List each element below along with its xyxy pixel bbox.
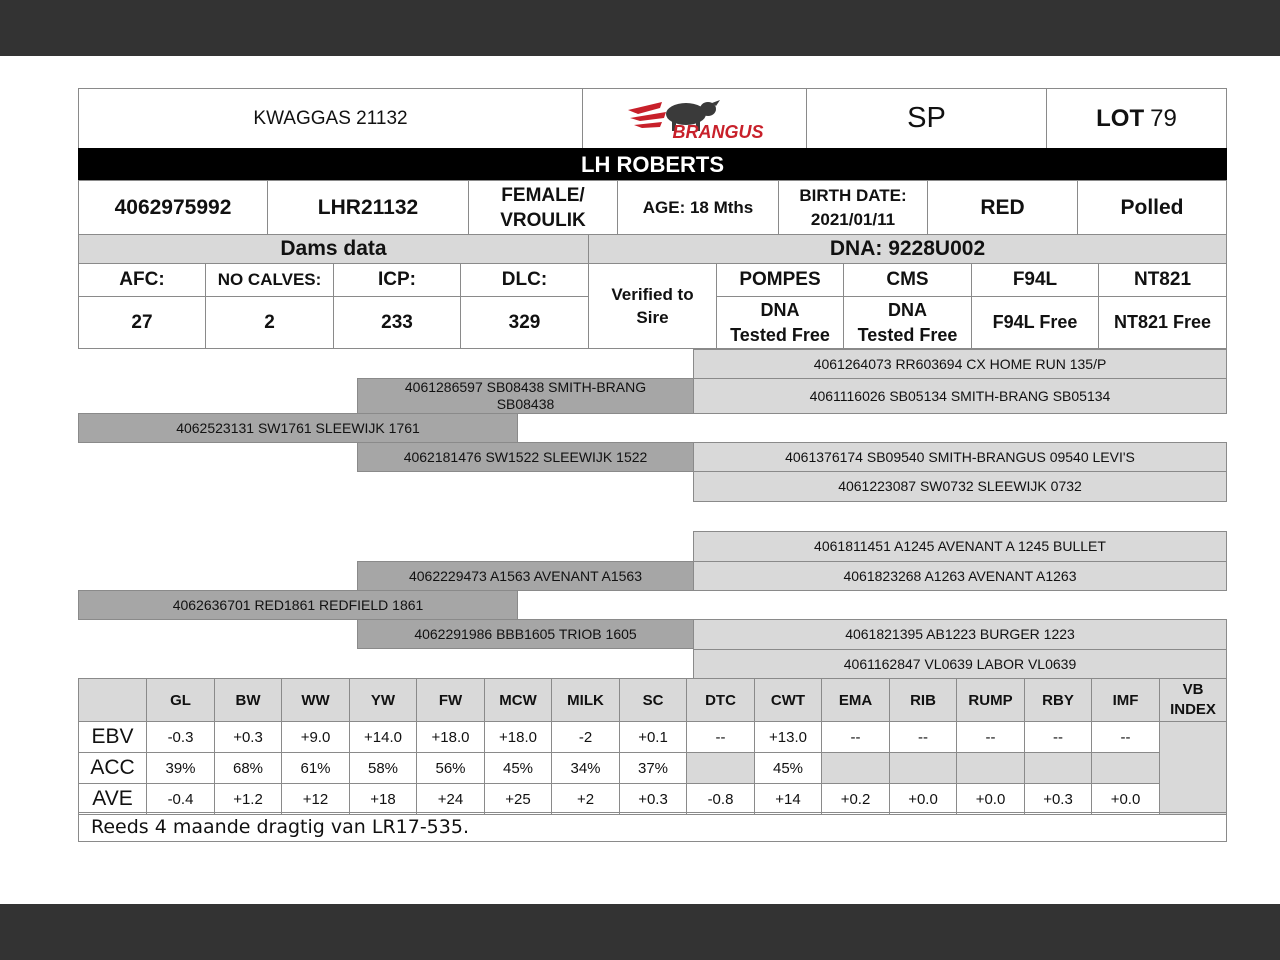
- ebv-cell: +0.0: [889, 783, 957, 815]
- ebv-col-bw: BW: [214, 678, 282, 722]
- lot-label: LOT: [1096, 104, 1145, 132]
- ebv-cell: +14: [754, 783, 822, 815]
- vb-index-header: [1159, 678, 1227, 722]
- ebv-cell: +0.0: [1091, 783, 1160, 815]
- ebv-cell: [686, 752, 755, 784]
- cms-result-line2: Tested Free: [857, 324, 958, 345]
- category: SP: [806, 88, 1047, 149]
- ebv-cell: 68%: [214, 752, 282, 784]
- ebv-cell: +18.0: [484, 721, 552, 753]
- ebv-col-ww: WW: [281, 678, 350, 722]
- pedigree-ddd: 4061162847 VL0639 LABOR VL0639: [693, 649, 1227, 679]
- brangus-logo: [582, 88, 807, 149]
- pedigree-dam-dam: 4062291986 BBB1605 TRIOB 1605: [357, 619, 694, 649]
- ebv-cell: [956, 752, 1025, 784]
- pompes-result-line1: DNA: [760, 299, 800, 320]
- ebv-col-rib: RIB: [889, 678, 957, 722]
- ebv-cell: +0.2: [821, 783, 890, 815]
- ebv-row-label-acc: ACC: [78, 752, 147, 784]
- ebv-cell: [889, 752, 957, 784]
- svg-text:BRANGUS: BRANGUS: [671, 121, 764, 142]
- sex: [468, 180, 618, 235]
- top-bar: [0, 0, 1280, 56]
- ebv-cell: +0.3: [1024, 783, 1092, 815]
- verified-line1: Verified to: [611, 285, 694, 304]
- ebv-cell: -0.4: [146, 783, 215, 815]
- birth-date-value: 2021/01/11: [810, 209, 896, 229]
- ebv-cell: 61%: [281, 752, 350, 784]
- ebv-cell: +0.3: [619, 783, 687, 815]
- pedigree-dss: 4061811451 A1245 AVENANT A 1245 BULLET: [693, 531, 1227, 562]
- pedigree-sire-dam: 4062181476 SW1522 SLEEWIJK 1522: [357, 442, 694, 472]
- ebv-cell: +1.2: [214, 783, 282, 815]
- ebv-cell: --: [1091, 721, 1160, 753]
- animal-name: KWAGGAS 21132: [78, 88, 583, 149]
- ebv-corner: [78, 678, 147, 722]
- afc-value: 27: [78, 296, 206, 349]
- pedigree-ssd: 4061116026 SB05134 SMITH-BRANG SB05134: [693, 378, 1227, 414]
- ebv-cell: 34%: [551, 752, 620, 784]
- ebv-col-gl: GL: [146, 678, 215, 722]
- tag-number: LHR21132: [267, 180, 469, 235]
- sex-line1: FEMALE/: [501, 184, 585, 206]
- vb-index-value: [1159, 721, 1227, 815]
- ebv-col-milk: MILK: [551, 678, 620, 722]
- ebv-cell: --: [686, 721, 755, 753]
- ebv-cell: 56%: [416, 752, 485, 784]
- ebv-col-cwt: CWT: [754, 678, 822, 722]
- ebv-cell: --: [821, 721, 890, 753]
- lot-number: 79: [1150, 104, 1177, 132]
- ebv-cell: --: [1024, 721, 1092, 753]
- ebv-cell: -0.8: [686, 783, 755, 815]
- ebv-cell: +0.3: [214, 721, 282, 753]
- pompes-label: POMPES: [716, 263, 844, 297]
- ebv-row-label-ebv: EBV: [78, 721, 147, 753]
- f94l-label: F94L: [971, 263, 1099, 297]
- ebv-cell: -2: [551, 721, 620, 753]
- pedigree-dds: 4061821395 AB1223 BURGER 1223: [693, 619, 1227, 650]
- vb-index-index_label2: INDEX: [1170, 701, 1216, 718]
- pedigree-sss: 4061264073 RR603694 CX HOME RUN 135/P: [693, 349, 1227, 379]
- lot-box: [1046, 88, 1227, 149]
- cms-result-line1: DNA: [888, 299, 927, 320]
- no-calves-value: 2: [205, 296, 334, 349]
- no-calves-label: NO CALVES:: [205, 263, 334, 297]
- dna-title: DNA: 9228U002: [588, 234, 1227, 264]
- ebv-cell: [1091, 752, 1160, 784]
- birth-date: [778, 180, 928, 235]
- bottom-bar: [0, 904, 1280, 960]
- ebv-cell: +25: [484, 783, 552, 815]
- verified-line2: Sire: [636, 308, 669, 327]
- ebv-cell: [821, 752, 890, 784]
- dlc-label: DLC:: [460, 263, 589, 297]
- ebv-col-mcw: MCW: [484, 678, 552, 722]
- pedigree-sire-sire: 4061286597 SB08438 SMITH-BRANG SB08438: [357, 378, 694, 414]
- ebv-cell: +13.0: [754, 721, 822, 753]
- sex-line2: VROULIK: [500, 209, 586, 231]
- nt821-label: NT821: [1098, 263, 1227, 297]
- icp-value: 233: [333, 296, 461, 349]
- ebv-col-dtc: DTC: [686, 678, 755, 722]
- ebv-cell: +24: [416, 783, 485, 815]
- dams-data-title: Dams data: [78, 234, 589, 264]
- registration-number: 4062975992: [78, 180, 268, 235]
- pompes-result: [716, 296, 844, 349]
- ebv-cell: +2: [551, 783, 620, 815]
- ebv-col-rby: RBY: [1024, 678, 1092, 722]
- ebv-cell: 45%: [484, 752, 552, 784]
- ebv-cell: -0.3: [146, 721, 215, 753]
- ebv-col-sc: SC: [619, 678, 687, 722]
- ebv-cell: +18.0: [416, 721, 485, 753]
- ebv-cell: 37%: [619, 752, 687, 784]
- pedigree-dam: 4062636701 RED1861 REDFIELD 1861: [78, 590, 518, 620]
- breeder-name: LH ROBERTS: [78, 148, 1227, 181]
- ebv-cell: [1024, 752, 1092, 784]
- cms-label: CMS: [843, 263, 972, 297]
- ebv-col-rump: RUMP: [956, 678, 1025, 722]
- ebv-cell: --: [956, 721, 1025, 753]
- ebv-col-fw: FW: [416, 678, 485, 722]
- remarks: Reeds 4 maande dragtig van LR17-535.: [78, 812, 1227, 842]
- pedigree-dam-sire: 4062229473 A1563 AVENANT A1563: [357, 561, 694, 591]
- cms-result: [843, 296, 972, 349]
- icp-label: ICP:: [333, 263, 461, 297]
- ebv-cell: +9.0: [281, 721, 350, 753]
- ebv-cell: +0.0: [956, 783, 1025, 815]
- pedigree-sdd: 4061223087 SW0732 SLEEWIJK 0732: [693, 471, 1227, 502]
- verified-to-sire: [588, 263, 717, 349]
- ebv-cell: +12: [281, 783, 350, 815]
- ebv-cell: +18: [349, 783, 417, 815]
- pedigree-dsd: 4061823268 A1263 AVENANT A1263: [693, 561, 1227, 591]
- ebv-col-ema: EMA: [821, 678, 890, 722]
- pedigree-sire: 4062523131 SW1761 SLEEWIJK 1761: [78, 413, 518, 443]
- ebv-cell: 58%: [349, 752, 417, 784]
- ebv-row-label-ave: AVE: [78, 783, 147, 815]
- pompes-result-line2: Tested Free: [730, 324, 830, 345]
- f94l-result: F94L Free: [971, 296, 1099, 349]
- ebv-col-imf: IMF: [1091, 678, 1160, 722]
- vb-index-index_label1: VB: [1182, 681, 1204, 698]
- age: AGE: 18 Mths: [617, 180, 779, 235]
- ebv-cell: 45%: [754, 752, 822, 784]
- ebv-cell: +0.1: [619, 721, 687, 753]
- dlc-value: 329: [460, 296, 589, 349]
- birth-date-label: BIRTH DATE:: [799, 185, 907, 205]
- ebv-cell: --: [889, 721, 957, 753]
- color: RED: [927, 180, 1078, 235]
- nt821-result: NT821 Free: [1098, 296, 1227, 349]
- ebv-col-yw: YW: [349, 678, 417, 722]
- afc-label: AFC:: [78, 263, 206, 297]
- pedigree-sds: 4061376174 SB09540 SMITH-BRANGUS 09540 LEVI'S: [693, 442, 1227, 472]
- ebv-cell: +14.0: [349, 721, 417, 753]
- ebv-cell: 39%: [146, 752, 215, 784]
- horn-status: Polled: [1077, 180, 1227, 235]
